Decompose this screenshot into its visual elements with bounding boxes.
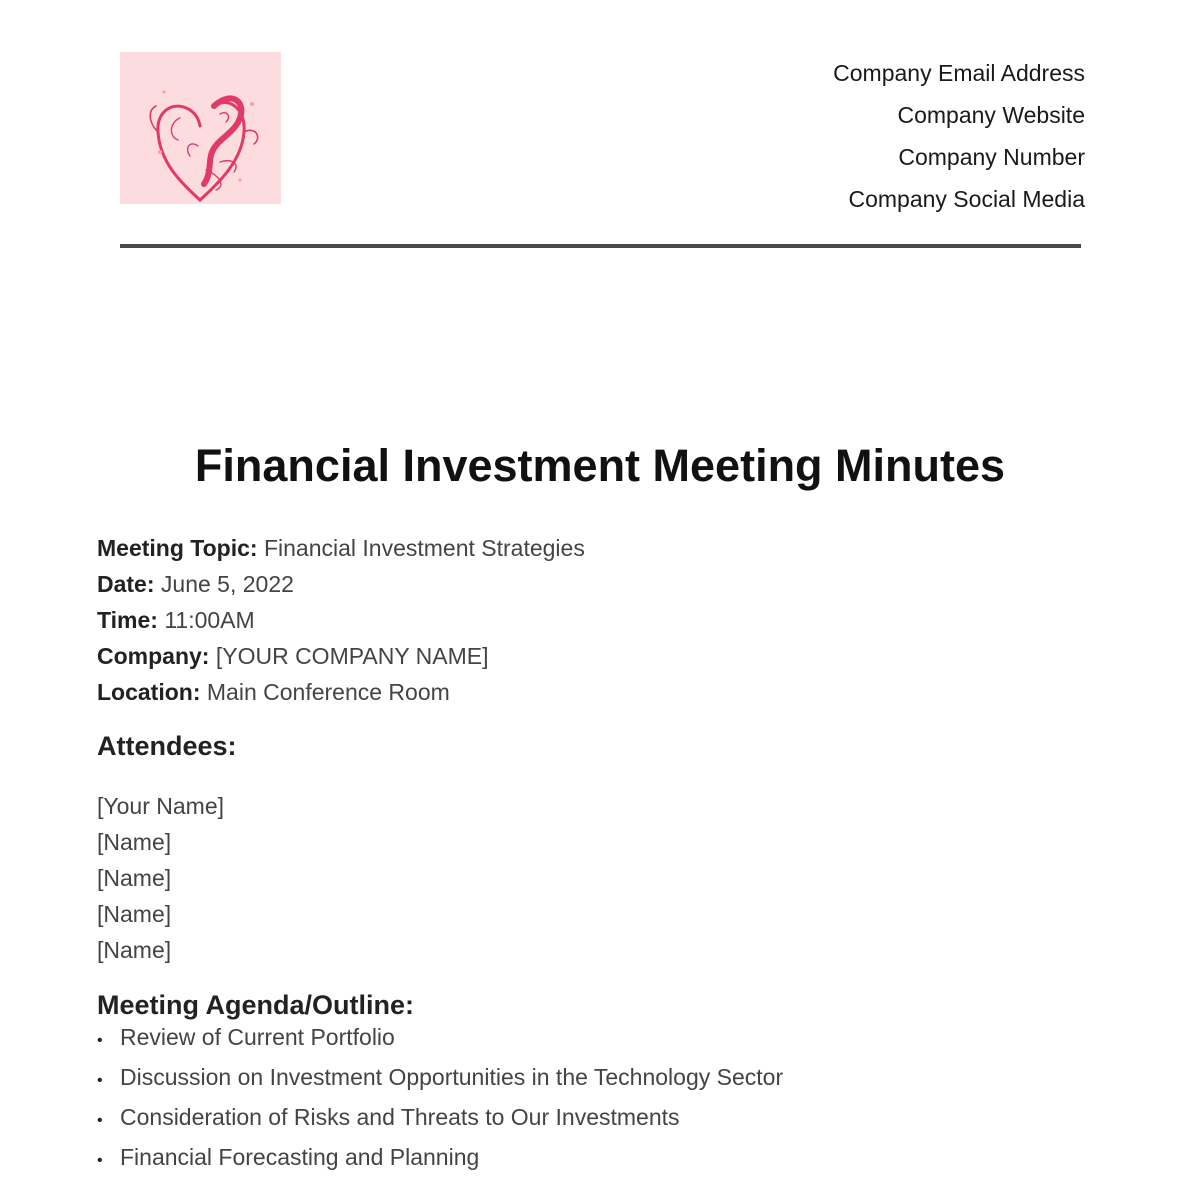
company-email: Company Email Address bbox=[833, 60, 1085, 86]
detail-label: Date: bbox=[97, 571, 155, 597]
detail-label: Company: bbox=[97, 643, 210, 669]
bullet-icon: • bbox=[97, 1032, 103, 1049]
detail-label: Location: bbox=[97, 679, 201, 705]
attendee: [Name] bbox=[97, 937, 172, 963]
detail-label: Meeting Topic: bbox=[97, 535, 258, 561]
company-number: Company Number bbox=[898, 144, 1085, 170]
detail-date bbox=[97, 566, 585, 602]
document-title: Financial Investment Meeting Minutes bbox=[194, 440, 1006, 491]
agenda-heading: Meeting Agenda/Outline: bbox=[97, 990, 414, 1020]
detail-label: Time: bbox=[97, 607, 158, 633]
header-divider bbox=[120, 244, 1081, 248]
agenda-item bbox=[97, 1019, 783, 1059]
detail-value: Main Conference Room bbox=[206, 679, 450, 705]
bullet-icon: • bbox=[97, 1072, 103, 1089]
detail-value: June 5, 2022 bbox=[160, 571, 294, 597]
company-social-media: Company Social Media bbox=[848, 186, 1085, 212]
company-logo bbox=[120, 52, 281, 204]
attendee: [Name] bbox=[97, 901, 172, 927]
bullet-icon: • bbox=[97, 1152, 103, 1169]
detail-company bbox=[97, 638, 585, 674]
attendee: [Name] bbox=[97, 865, 172, 891]
agenda-list bbox=[97, 1019, 783, 1179]
ornate-heart-icon bbox=[120, 52, 281, 204]
company-contact-block bbox=[833, 52, 1085, 220]
agenda-item-text: Consideration of Risks and Threats to Our Investments bbox=[120, 1104, 680, 1130]
attendee: [Name] bbox=[97, 829, 172, 855]
agenda-item-text: Review of Current Portfolio bbox=[120, 1024, 395, 1050]
company-website: Company Website bbox=[897, 102, 1085, 128]
attendee: [Your Name] bbox=[97, 793, 224, 819]
detail-value: [YOUR COMPANY NAME] bbox=[215, 643, 489, 669]
bullet-icon: • bbox=[97, 1112, 103, 1129]
detail-value: 11:00AM bbox=[164, 607, 255, 633]
agenda-item bbox=[97, 1099, 783, 1139]
detail-value: Financial Investment Strategies bbox=[263, 535, 585, 561]
detail-location bbox=[97, 674, 585, 710]
detail-time bbox=[97, 602, 585, 638]
attendees-list bbox=[97, 788, 224, 968]
attendees-heading: Attendees: bbox=[97, 731, 237, 761]
meeting-details bbox=[97, 530, 585, 710]
agenda-item-text: Discussion on Investment Opportunities in the Technology Sector bbox=[120, 1064, 784, 1090]
agenda-item bbox=[97, 1059, 783, 1099]
agenda-item-text: Financial Forecasting and Planning bbox=[120, 1144, 480, 1170]
agenda-item bbox=[97, 1139, 783, 1179]
detail-meeting-topic bbox=[97, 530, 585, 566]
